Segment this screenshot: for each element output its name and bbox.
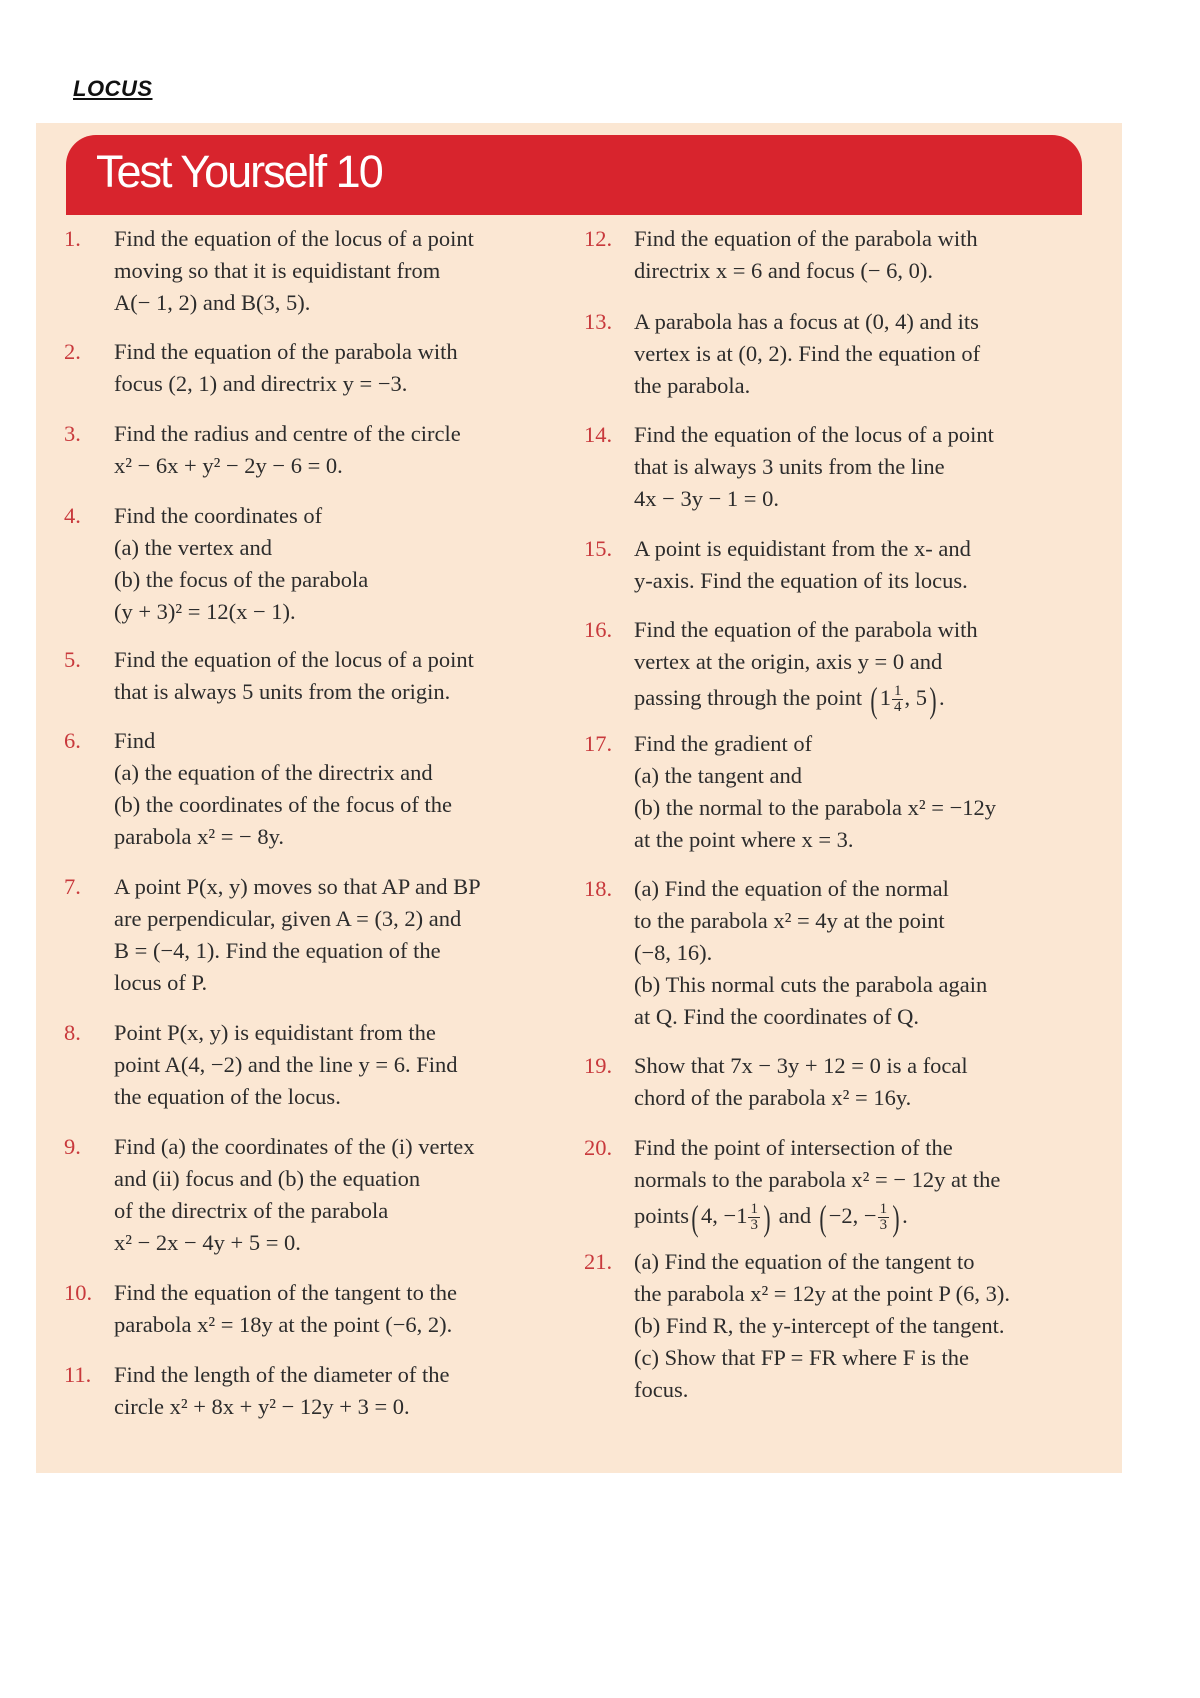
question-6 <box>64 725 564 853</box>
question-text-with-fraction: passing through the point ( 1 $\frac{1}{4}$ , 5) . <box>634 679 945 720</box>
question-text: Find the coordinates of <box>114 503 323 528</box>
question-3 <box>64 418 564 482</box>
question-text: Find the length of the diameter of the <box>114 1362 450 1387</box>
question-text: Find the point of intersection of the <box>634 1135 953 1160</box>
question-text: (a) Find the equation of the normal <box>634 876 949 901</box>
fraction-denominator: 3 <box>879 1217 888 1234</box>
question-21 <box>584 1246 1114 1406</box>
question-text: Point P(x, y) is equidistant from the <box>114 1020 436 1045</box>
question-text: the equation of the locus. <box>114 1084 341 1109</box>
question-text: Find the equation of the locus of a point <box>114 647 474 672</box>
question-column-left <box>64 223 564 1423</box>
question-text: normals to the parabola x² = − 12y at the <box>634 1167 1001 1192</box>
question-text: directrix x = 6 and focus (− 6, 0). <box>634 258 934 283</box>
question-text: x² − 2x − 4y + 5 = 0. <box>114 1230 301 1255</box>
question-text: Find the equation of the parabola with <box>634 617 978 642</box>
question-number: 1. <box>64 226 81 251</box>
question-text: Find the radius and centre of the circle <box>114 421 461 446</box>
point-2: −2, − <box>828 1203 877 1228</box>
question-number: 9. <box>64 1134 81 1159</box>
question-5 <box>64 644 564 708</box>
question-text: moving so that it is equidistant from <box>114 258 441 283</box>
question-19 <box>584 1050 1114 1114</box>
question-12 <box>584 223 1114 287</box>
question-text: (b) This normal cuts the parabola again <box>634 972 988 997</box>
question-text: parabola x² = 18y at the point (−6, 2). <box>114 1312 453 1337</box>
question-text: the parabola x² = 12y at the point P (6, 3). <box>634 1281 1011 1306</box>
question-number: 8. <box>64 1020 81 1045</box>
question-text: A point is equidistant from the x- and <box>634 536 971 561</box>
question-text: locus of P. <box>114 970 208 995</box>
banner-title: Test Yourself 10 <box>96 146 382 197</box>
question-text: (b) the coordinates of the focus of the <box>114 792 453 817</box>
question-text: are perpendicular, given A = (3, 2) and <box>114 906 462 931</box>
question-text: points <box>634 1203 690 1228</box>
question-text: vertex is at (0, 2). Find the equation of <box>634 341 981 366</box>
question-number: 15. <box>584 536 613 561</box>
question-number: 21. <box>584 1249 613 1274</box>
question-text: Find the equation of the parabola with <box>114 339 458 364</box>
period: . <box>902 1203 908 1228</box>
question-text: Find <box>114 728 156 753</box>
question-text: B = (−4, 1). Find the equation of the <box>114 938 441 963</box>
question-text: (y + 3)² = 12(x − 1). <box>114 599 296 624</box>
question-text: y-axis. Find the equation of its locus. <box>634 568 968 593</box>
question-text: (b) Find R, the y-intercept of the tangent. <box>634 1313 1005 1338</box>
banner <box>66 135 1082 215</box>
question-text: chord of the parabola x² = 16y. <box>634 1085 912 1110</box>
question-text: focus. <box>634 1377 689 1402</box>
question-text: and (ii) focus and (b) the equation <box>114 1166 421 1191</box>
question-text: 4x − 3y − 1 = 0. <box>634 486 779 511</box>
question-text: parabola x² = − 8y. <box>114 824 284 849</box>
point-1: 4, −1 <box>701 1203 748 1228</box>
question-number: 11. <box>64 1362 92 1387</box>
question-text: focus (2, 1) and directrix y = −3. <box>114 371 408 396</box>
question-text: vertex at the origin, axis y = 0 and <box>634 649 943 674</box>
question-text-with-fraction: points( 4, −1 $\frac{1}{3}$ ) and ( −2, − $\frac{1}{3}$ ) . <box>634 1197 908 1238</box>
question-1 <box>64 223 564 319</box>
question-10 <box>64 1277 564 1341</box>
question-text: the parabola. <box>634 373 751 398</box>
question-text: (a) the equation of the directrix and <box>114 760 433 785</box>
question-text: at Q. Find the coordinates of Q. <box>634 1004 919 1029</box>
question-text: Show that 7x − 3y + 12 = 0 is a focal <box>634 1053 968 1078</box>
question-text: (a) the vertex and <box>114 535 273 560</box>
question-number: 6. <box>64 728 81 753</box>
question-13 <box>584 306 1114 402</box>
fraction-numerator: 1 <box>750 1201 758 1218</box>
fraction <box>878 1202 890 1233</box>
document-heading: LOCUS <box>73 76 153 101</box>
question-text: that is always 3 units from the line <box>634 454 945 479</box>
question-number: 13. <box>584 309 613 334</box>
fraction <box>892 684 904 715</box>
question-number: 3. <box>64 421 81 446</box>
question-number: 12. <box>584 226 613 251</box>
question-text: that is always 5 units from the origin. <box>114 679 451 704</box>
question-text: (−8, 16). <box>634 940 713 965</box>
conjunction: and <box>778 1203 812 1228</box>
question-text: A parabola has a focus at (0, 4) and its <box>634 309 979 334</box>
mixed-number-whole: 1 <box>879 685 891 710</box>
question-number: 14. <box>584 422 613 447</box>
question-18 <box>584 873 1114 1033</box>
question-text: of the directrix of the parabola <box>114 1198 389 1223</box>
question-text: A point P(x, y) moves so that AP and BP <box>114 874 481 899</box>
question-8 <box>64 1017 564 1113</box>
question-17 <box>584 728 1114 856</box>
question-text: Find the equation of the locus of a point <box>114 226 474 251</box>
question-text: (a) the tangent and <box>634 763 803 788</box>
question-text: point A(4, −2) and the line y = 6. Find <box>114 1052 458 1077</box>
question-14 <box>584 419 1114 515</box>
question-number: 5. <box>64 647 81 672</box>
question-text: (b) the normal to the parabola x² = −12y <box>634 795 997 820</box>
question-number: 19. <box>584 1053 613 1078</box>
question-text: to the parabola x² = 4y at the point <box>634 908 945 933</box>
question-20 <box>584 1132 1114 1238</box>
question-text: circle x² + 8x + y² − 12y + 3 = 0. <box>114 1394 410 1419</box>
question-number: 10. <box>64 1280 93 1305</box>
question-4 <box>64 500 564 628</box>
question-text: A(− 1, 2) and B(3, 5). <box>114 290 311 315</box>
question-text: Find the equation of the parabola with <box>634 226 978 251</box>
question-number: 17. <box>584 731 613 756</box>
fraction-numerator: 1 <box>879 1201 888 1218</box>
question-text: (c) Show that FP = FR where F is the <box>634 1345 969 1370</box>
question-16 <box>584 614 1114 720</box>
question-text: Find (a) the coordinates of the (i) vertex <box>114 1134 475 1159</box>
question-2 <box>64 336 564 400</box>
question-number: 7. <box>64 874 81 899</box>
question-number: 20. <box>584 1135 613 1160</box>
question-text: (a) Find the equation of the tangent to <box>634 1249 975 1274</box>
question-9 <box>64 1131 564 1259</box>
question-column-right <box>584 223 1114 1406</box>
test-panel <box>36 123 1122 1473</box>
question-text: Find the equation of the locus of a point <box>634 422 994 447</box>
fraction-denominator: 3 <box>750 1217 758 1234</box>
question-text: at the point where x = 3. <box>634 827 854 852</box>
question-11 <box>64 1359 564 1423</box>
fraction-denominator: 4 <box>893 699 902 716</box>
question-number: 18. <box>584 876 613 901</box>
question-15 <box>584 533 1114 597</box>
question-text: Find the equation of the tangent to the <box>114 1280 458 1305</box>
fraction-numerator: 1 <box>893 683 902 700</box>
question-number: 2. <box>64 339 81 364</box>
question-number: 16. <box>584 617 613 642</box>
question-number: 4. <box>64 503 81 528</box>
fraction <box>748 1202 760 1233</box>
question-text: passing through the point <box>634 685 863 710</box>
question-text: x² − 6x + y² − 2y − 6 = 0. <box>114 453 343 478</box>
question-7 <box>64 871 564 999</box>
question-text: Find the gradient of <box>634 731 813 756</box>
question-text: (b) the focus of the parabola <box>114 567 369 592</box>
point-y: , 5 <box>904 685 927 710</box>
